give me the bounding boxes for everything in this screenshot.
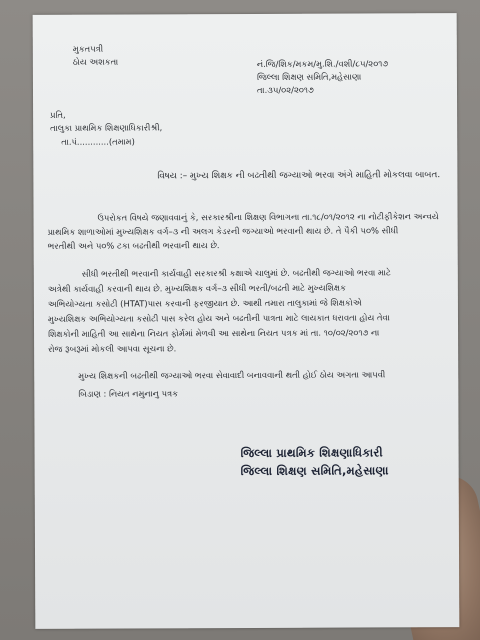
recipient-prati: પ્રતિ, xyxy=(50,109,66,120)
para2-line2: અત્રેથી કાર્યવાહી કરવાની થાય છે. મુખ્યશિક્ષક વર્ગ–૩ સીધી ભરતી/બઢતી માટે મુખ્યશિક્ષક xyxy=(47,282,346,294)
letter-page xyxy=(33,13,460,629)
para1-line1: ઉપરોકત વિષયે જણાવવાનું કે, સરકારશ્રીના શિક્ષણ વિભાગના તા.૧૮/૦૧/૨૦૧૨ ના નોટીફીકેશન અન્વયે xyxy=(97,211,439,223)
signature-line2: જિલ્લા શિક્ષણ સમિતિ,મહેસાણા xyxy=(240,463,389,479)
signature-line1: જિલ્લા પ્રાથમિક શિક્ષણાધિકારી xyxy=(240,445,383,461)
para1-line3: ભરતીથી અને ૫૦% ટકા બઢતીથી ભરવાની થાય છે. xyxy=(47,240,220,251)
header-left-line2: ઠોય અશકતા xyxy=(72,56,119,67)
para2-line5: શિક્ષકોની માહિતી આ સાથેના નિયત ફોર્મમાં મેળવી આ સાથેના નિયત પત્રક માં તા. ૧૦/૦૨/૨૦૧૭ ના xyxy=(48,327,380,339)
recipient-line2: તા.પં............(તમામ) xyxy=(61,136,135,147)
enclosure-line: બિડાણ : નિયત નમુનાનુ પત્રક xyxy=(78,388,179,399)
subject-line: વિષય :– મુખ્ય શિક્ષક ની બઢતીથી જગ્યાઓ ભરવા અંગે માહિતી મોકલવા બાબત. xyxy=(157,170,441,182)
recipient-line1: તાલુકા પ્રાથમિક શિક્ષણાધિકારીશ્રી, xyxy=(50,122,163,133)
para2-line1: સીધી ભરતીથી ભરવાની કાર્યવાહી સરકારશ્રી કક્ષાએ ચાલુમાં છે. બઢતીથી જગ્યાઓ ભરવા માટે xyxy=(81,267,391,279)
para2-line4: મુખ્યશિક્ષક અભિયોગ્યતા કસોટી પાસ કરેલ હોય અને બઢતીની પાત્રતા માટે લાયકાત ધરાવતા હોય તેવા xyxy=(47,312,390,324)
para2-line3: અભિયોગ્યતા કસોટી (HTAT)પાસ કરવાની ફરજીયાત છે. આથી તમારા તાલુકામાં જે શિક્ષકોએ xyxy=(47,297,362,309)
para3-line: મુખ્ય શિક્ષકની બઢતીથી જગ્યાઓ ભરવા સેવાવાદી બનાવવાની થતી હોઈ ઠોય અગતા આપવી xyxy=(78,369,386,381)
para2-line6: રોજ રૂબરૂમાં મોકલી આપવા સૂચના છે. xyxy=(48,343,177,354)
issuing-office: જિલ્લા શિક્ષણ સમિતિ,મહેસાણા xyxy=(256,71,362,82)
para1-line2: પ્રાથમિક શાળાઓમાં મુખ્યશિક્ષક વર્ગ–૩ ની અલગ કેડરની જગ્યાઓ ભરવાની થાય છે. તે પૈકી ૫૦% સીધી xyxy=(47,225,399,237)
letter-date: તા.૩૫/૦૨/૨૦૧૭ xyxy=(256,84,314,95)
header-left-line1: મુકતપત્રી xyxy=(72,43,104,54)
reference-number: નં.જિ/શિક/મકમ/મુ.શિ./વશી/૮૫/૨૦૧૭ xyxy=(256,58,389,69)
